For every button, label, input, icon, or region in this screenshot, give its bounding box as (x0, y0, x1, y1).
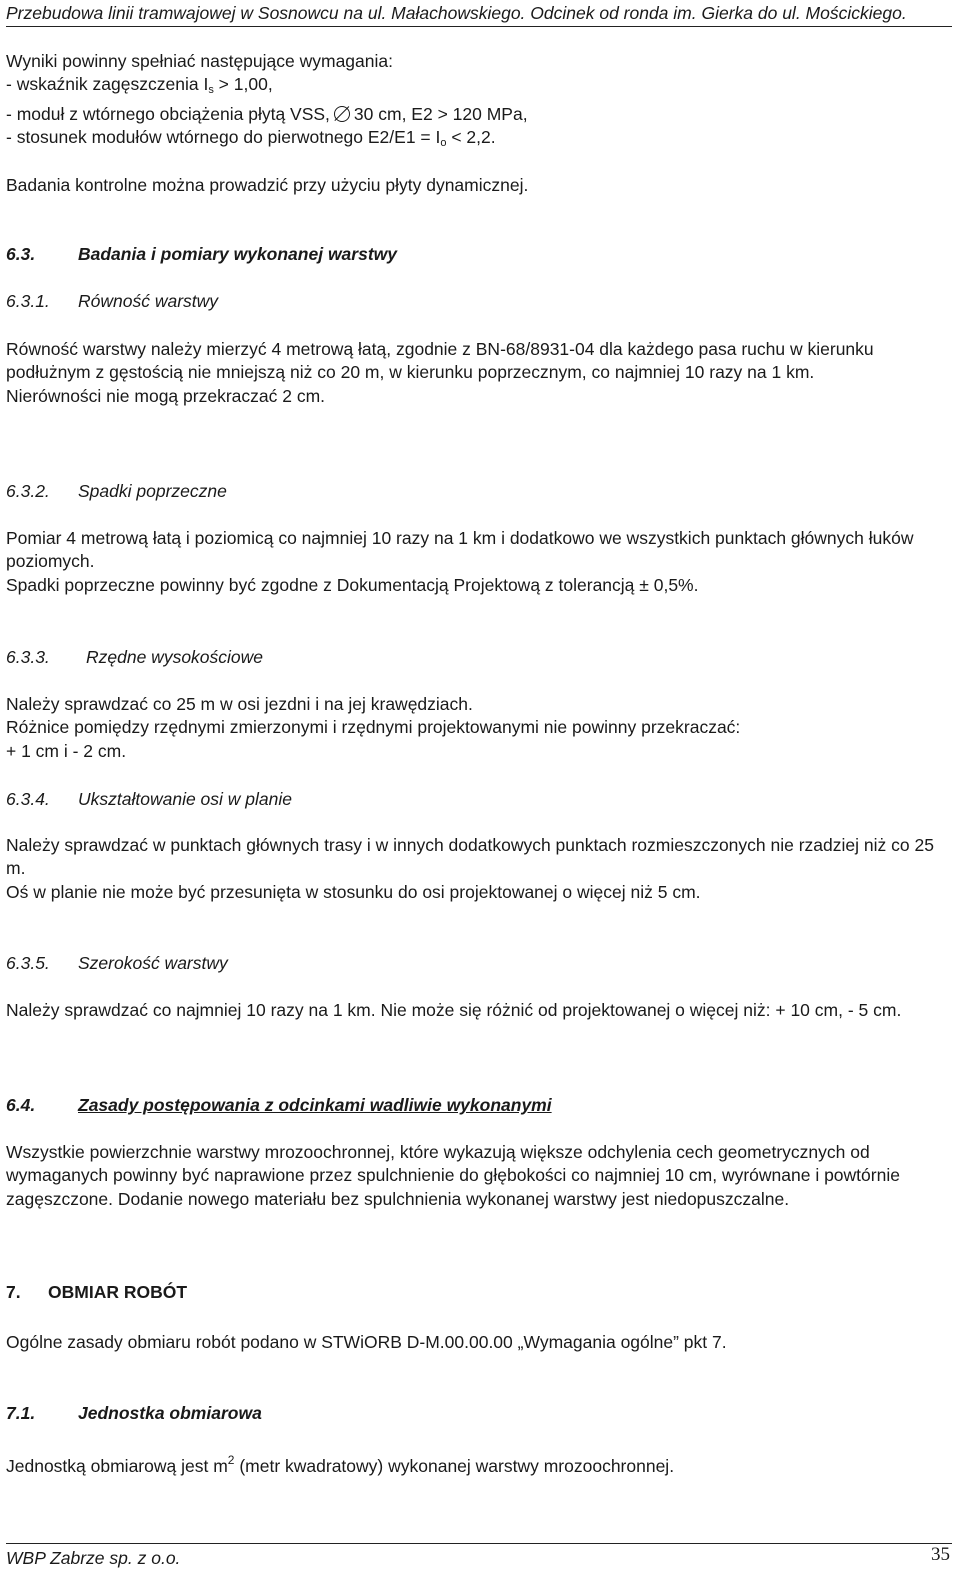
section-body: Równość warstwy należy mierzyć 4 metrową łatą, zgodnie z BN-68/8931-04 dla każdego pasa ruchu w kierunku podłużnym z gęstością nie mniejszą niż co 20 m, w kierunku poprzecznym, co najmniej 10 razy na 1 km. Nierówności nie mogą przekraczać 2 cm. (6, 339, 874, 406)
page-number: 35 (931, 1544, 950, 1565)
requirement-item: - moduł z wtórnego obciążenia płytą VSS, 30 cm, E2 > 120 MPa, (6, 103, 528, 124)
section-heading-6-3: 6.3. Badania i pomiary wykonanej warstwy (6, 244, 397, 264)
section-body: Ogólne zasady obmiaru robót podano w STWiORB D-M.00.00.00 „Wymagania ogólne” pkt 7. (6, 1332, 727, 1352)
section-heading-6-3-4: 6.3.4. Ukształtowanie osi w planie (6, 789, 292, 809)
diameter-icon (334, 106, 350, 122)
page-header: Przebudowa linii tramwajowej w Sosnowcu na ul. Małachowskiego. Odcinek od ronda im. Gierka do ul. Mościckiego. (6, 2, 952, 27)
requirement-item: - stosunek modułów wtórnego do pierwotnego $E2/E1 = I_o < 2,2$. (6, 127, 496, 150)
section-body: Należy sprawdzać co 25 m w osi jezdni i na jej krawędziach. Różnice pomiędzy rzędnymi zmierzonymi i rzędnymi projektowanymi nie powinny przekraczać: + 1 cm i - 2 cm. (6, 694, 741, 761)
section-body: Należy sprawdzać w punktach głównych trasy i w innych dodatkowych punktach rozmieszczonych nie rzadziej niż co 25 m. Oś w planie nie może być przesunięta w stosunku do osi projektowanej o więcej niż 5 cm. (6, 835, 934, 902)
section-heading-7: 7. OBMIAR ROBÓT (6, 1282, 188, 1302)
requirements-lead: Wyniki powinny spełniać następujące wymagania: (6, 51, 393, 71)
page-footer (6, 1543, 952, 1568)
section-heading-6-3-1: 6.3.1. Równość warstwy (6, 291, 219, 311)
section-body: Wszystkie powierzchnie warstwy mrozoochronnej, które wykazują większe odchylenia cech geometrycznych od wymaganych powinny być naprawione przez spulchnienie do głębokości co najmniej 10 cm, wyrównane i powtórnie zagęszczone. Dodanie nowego materiału bez spulchnienia wykonanej warstwy jest niedopuszczalne. (6, 1142, 900, 1209)
requirements-block (6, 50, 952, 156)
footer-company: WBP Zabrze sp. z o.o. (6, 1548, 181, 1568)
section-heading-6-3-2: 6.3.2. Spadki poprzeczne (6, 481, 227, 501)
section-body: Należy sprawdzać co najmniej 10 razy na 1 km. Nie może się różnić od projektowanej o więcej niż: + 10 cm, - 5 cm. (6, 1000, 902, 1020)
section-heading-6-3-5: 6.3.5. Szerokość warstwy (6, 953, 228, 973)
section-heading-6-3-3: 6.3.3. Rzędne wysokościowe (6, 647, 264, 667)
section-body: Pomiar 4 metrową łatą i poziomicą co najmniej 10 razy na 1 km i dodatkowo we wszystkich punktach głównych łuków poziomych. Spadki poprzeczne powinny być zgodne z Dokumentacją Projektową z tolerancją ± 0,5%. (6, 528, 914, 595)
section-heading-6-4: 6.4. Zasady postępowania z odcinkami wadliwie wykonanymi (6, 1095, 552, 1115)
section-body: Jednostką obmiarową jest $m^2$ (metr kwadratowy) wykonanej warstwy mrozoochronnej. (6, 1453, 675, 1476)
section-heading-7-1: 7.1. Jednostka obmiarowa (6, 1403, 262, 1423)
paragraph: Badania kontrolne można prowadzić przy użyciu płyty dynamicznej. (6, 175, 529, 195)
requirement-item: - wskaźnik zagęszczenia $I_s > 1,00$, (6, 74, 273, 97)
